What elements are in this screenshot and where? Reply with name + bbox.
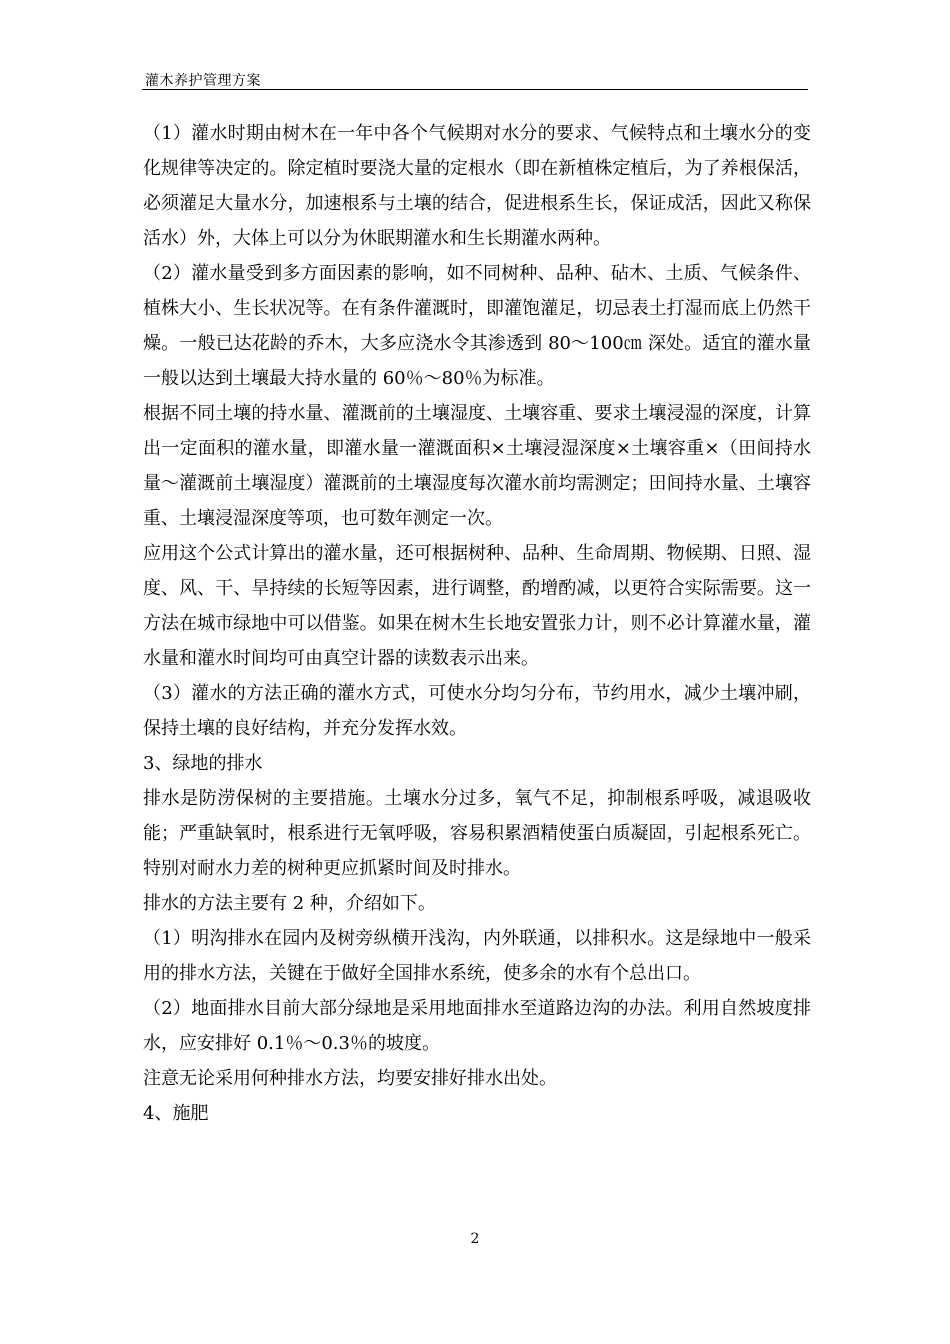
paragraph-surface-drainage: （2）地面排水目前大部分绿地是采用地面排水至道路边沟的办法。利用自然坡度排水，应安排好 0.1％～0.3％的坡度。	[143, 998, 811, 1054]
header-divider	[142, 89, 808, 90]
paragraph-irrigation-timing: （1）灌水时期由树木在一年中各个气候期对水分的要求、气候特点和土壤水分的变化规律等决定的。除定植时要浇大量的定根水（即在新植株定植后，为了养根保活，必须灌足大量水分，加速根系与土壤的结合，促进根系生长，保证成活，因此又称保活水）外，大体上可以分为休眠期灌水和生长期灌水两种。	[143, 123, 811, 249]
section-heading-fertilization: 4、施肥	[143, 1103, 209, 1124]
paragraph-irrigation-amount: （2）灌水量受到多方面因素的影响，如不同树种、品种、砧木、土质、气候条件、植株大小、生长状况等。在有条件灌溉时，即灌饱灌足，切忌表土打湿而底上仍然干燥。一般已达花龄的乔木，大多应浇水令其渗透到 80～100㎝ 深处。适宜的灌水量一般以达到土壤最大持水量的 60％～80％为标准。	[143, 263, 811, 389]
paragraph-irrigation-formula: 根据不同土壤的持水量、灌溉前的土壤湿度、土壤容重、要求土壤浸湿的深度，计算出一定面积的灌水量，即灌水量一灌溉面积×土壤浸湿深度×土壤容重×（田间持水量～灌溉前土壤湿度）灌溉前的土壤湿度每次灌水前均需测定；田间持水量、土壤容重、土壤浸湿深度等项，也可数年测定一次。	[143, 403, 811, 529]
body-text	[143, 116, 811, 1131]
page-number: 2	[470, 1231, 480, 1247]
paragraph-open-ditch-drainage: （1）明沟排水在园内及树旁纵横开浅沟，内外联通，以排积水。这是绿地中一般采用的排水方法，关键在于做好全国排水系统，使多余的水有个总出口。	[143, 928, 811, 984]
paragraph-drainage-methods: 排水的方法主要有 2 种，介绍如下。	[143, 893, 436, 914]
section-heading-drainage: 3、绿地的排水	[143, 753, 263, 774]
paragraph-drainage-note: 注意无论采用何种排水方法，均要安排好排水出处。	[143, 1068, 557, 1089]
paragraph-irrigation-method: （3）灌水的方法正确的灌水方式，可使水分均匀分布，节约用水，减少土壤冲刷，保持土壤的良好结构，并充分发挥水效。	[143, 683, 811, 739]
paragraph-drainage-intro: 排水是防涝保树的主要措施。土壤水分过多，氧气不足，抑制根系呼吸，减退吸收能；严重缺氧时，根系进行无氧呼吸，容易积累酒精使蛋白质凝固，引起根系死亡。特别对耐水力差的树种更应抓紧时间及时排水。	[143, 788, 811, 879]
page-header-title: 灌木养护管理方案	[145, 73, 261, 89]
paragraph-formula-adjustment: 应用这个公式计算出的灌水量，还可根据树种、品种、生命周期、物候期、日照、湿度、风、干、旱持续的长短等因素，进行调整，酌增酌减，以更符合实际需要。这一方法在城市绿地中可以借鉴。如果在树木生长地安置张力计，则不必计算灌水量，灌水量和灌水时间均可由真空计器的读数表示出来。	[143, 543, 811, 669]
